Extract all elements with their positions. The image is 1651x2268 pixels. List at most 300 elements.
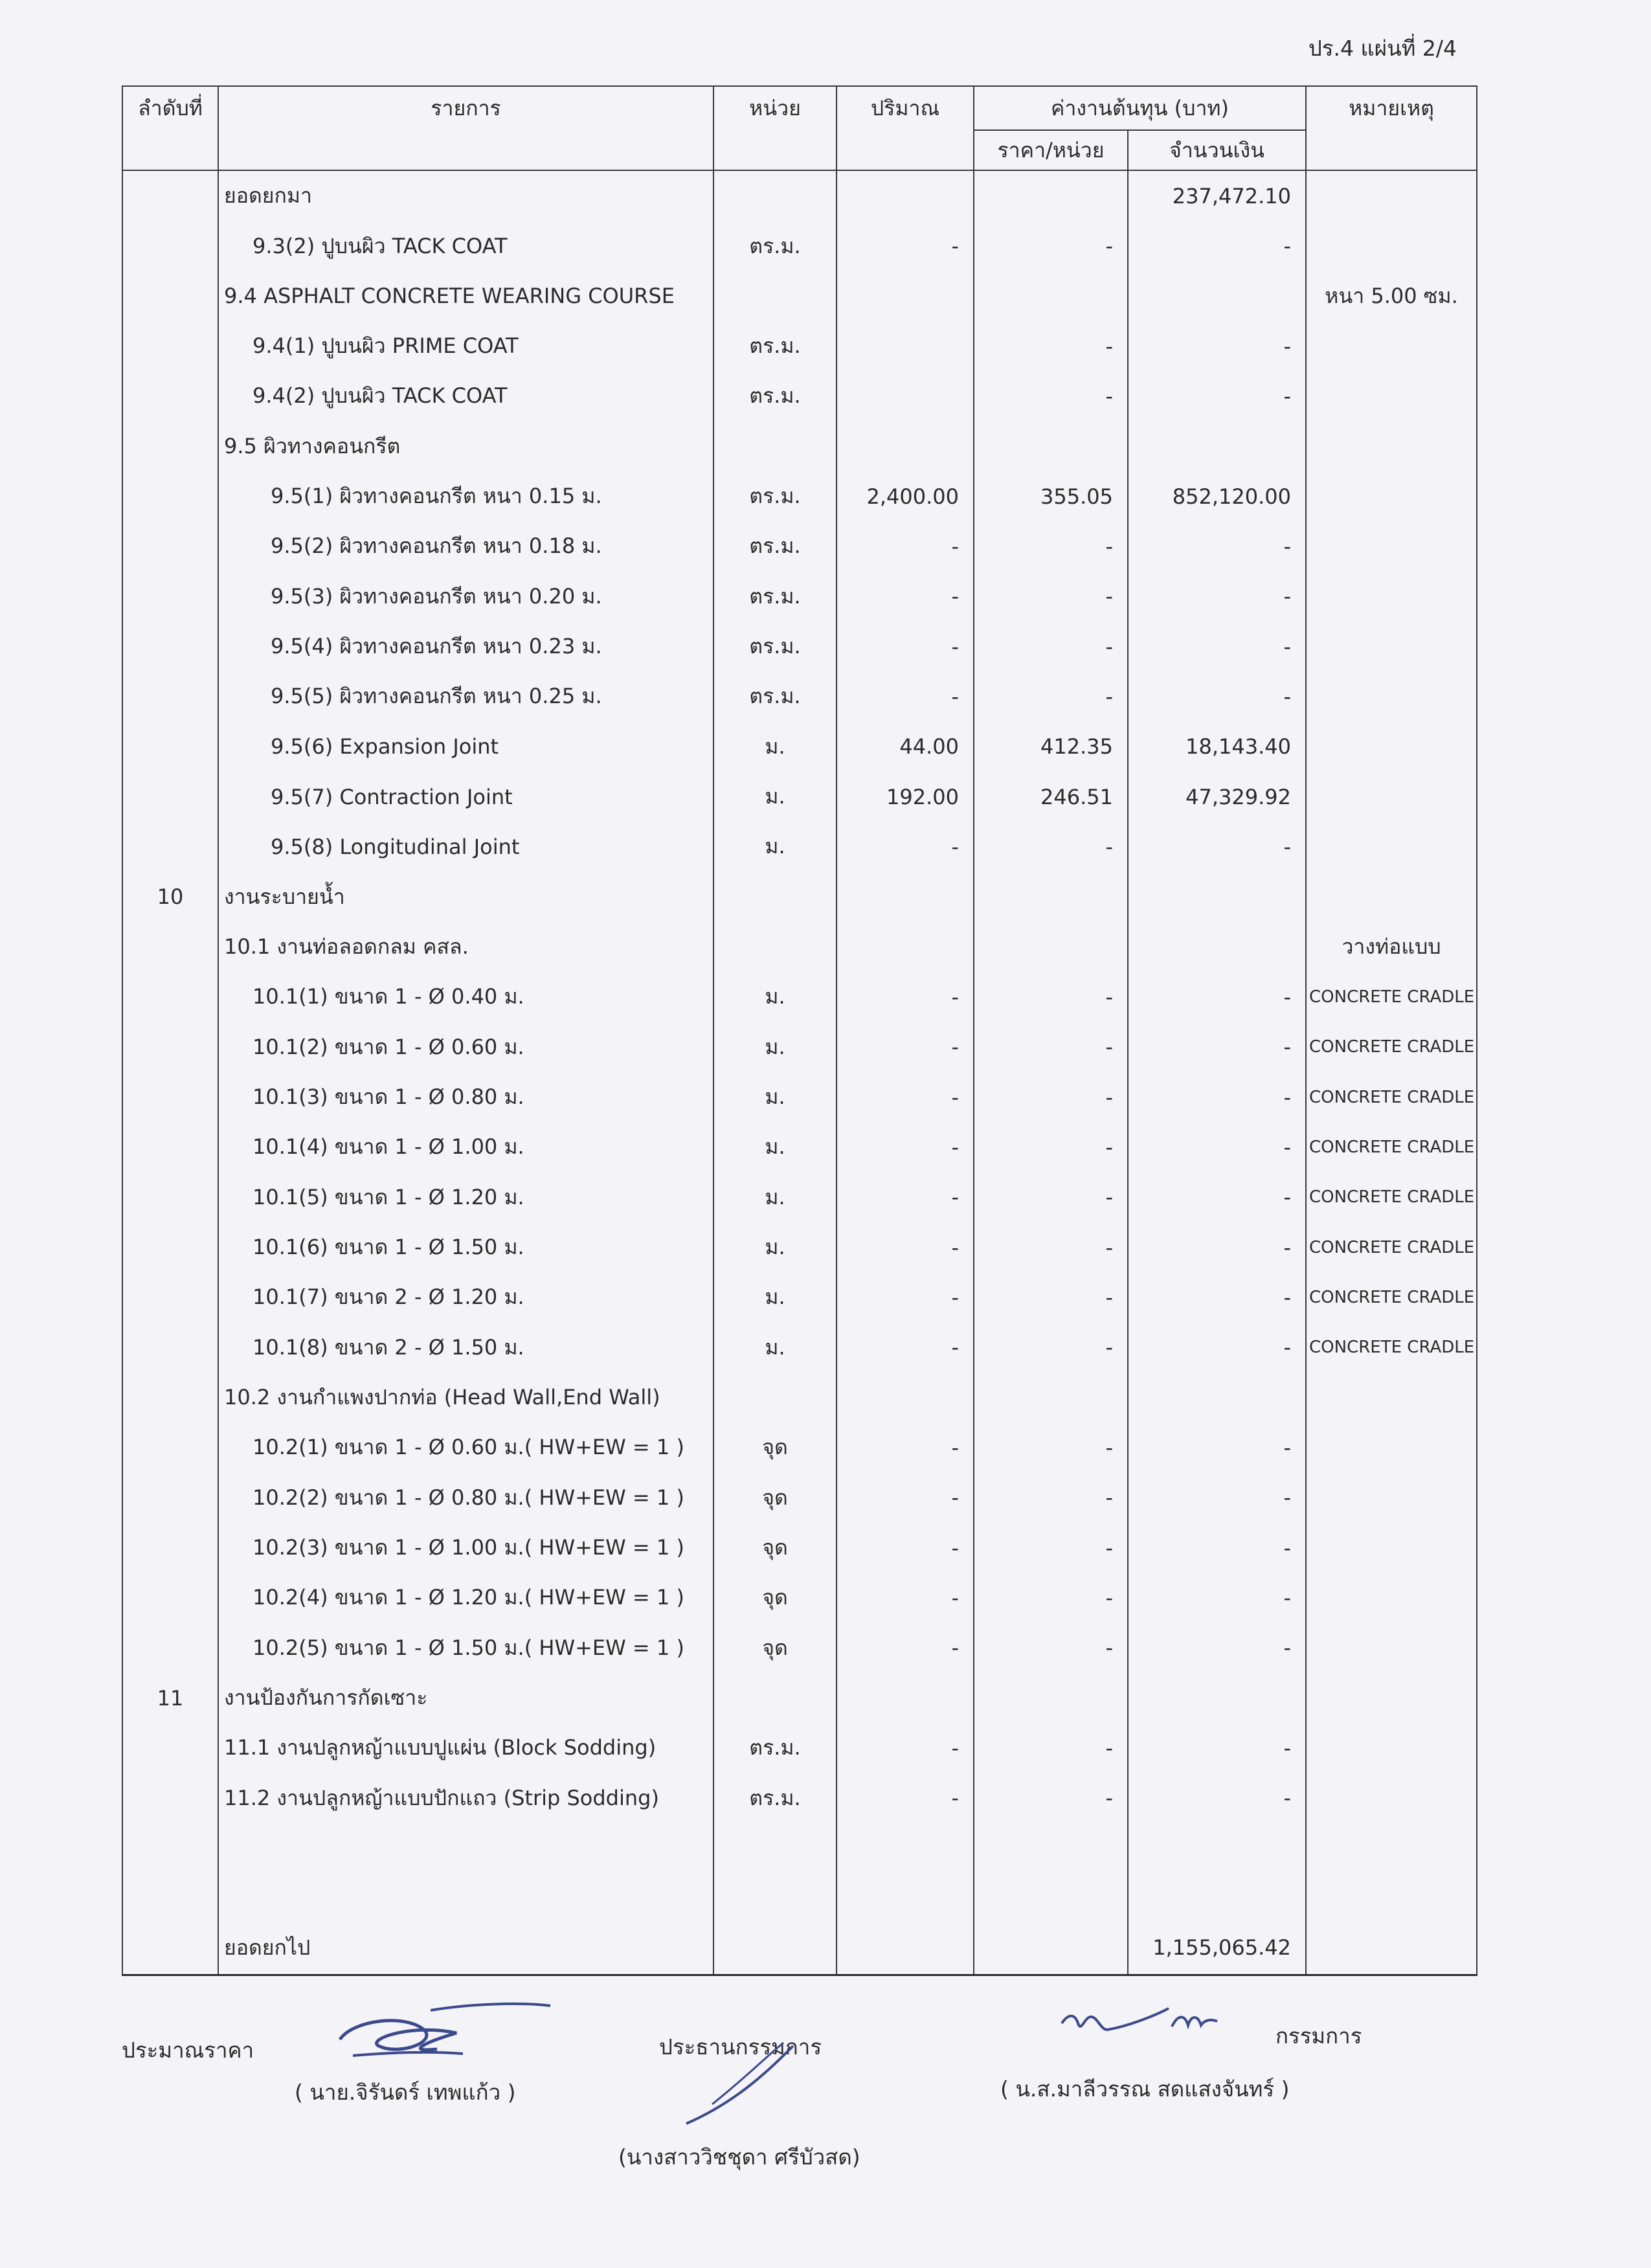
row-remark (1306, 170, 1477, 221)
row-description: 10.1(1) ขนาด 1 - Ø 0.40 ม. (218, 972, 713, 1022)
row-unit-price: - (974, 1222, 1128, 1272)
row-remark (1306, 872, 1477, 922)
row-number (122, 1422, 218, 1472)
row-remark (1306, 1773, 1477, 1823)
table-row (122, 221, 1477, 271)
row-number (122, 622, 218, 671)
row-description: 9.3(2) ปูบนผิว TACK COAT (218, 221, 713, 271)
row-number (122, 1323, 218, 1373)
row-description: 9.5(4) ผิวทางคอนกรีต หนา 0.23 ม. (218, 622, 713, 671)
row-unit: จุด (713, 1573, 837, 1622)
row-description: 9.4(2) ปูบนผิว TACK COAT (218, 371, 713, 421)
row-description: 10.2 งานกำแพงปากท่อ (Head Wall,End Wall) (218, 1373, 713, 1422)
row-description: 9.5(6) Expansion Joint (218, 722, 713, 772)
row-remark: CONCRETE CRADLE (1306, 1072, 1477, 1122)
row-number (122, 1723, 218, 1773)
row-unit (713, 421, 837, 471)
row-quantity (837, 321, 974, 371)
row-remark (1306, 572, 1477, 622)
row-quantity: - (837, 521, 974, 571)
row-amount: - (1128, 622, 1306, 671)
row-description: 10.1(2) ขนาด 1 - Ø 0.60 ม. (218, 1022, 713, 1072)
row-number (122, 1072, 218, 1122)
row-amount: - (1128, 572, 1306, 622)
row-number (122, 1373, 218, 1422)
chair-role: ประธานกรรมการ (659, 2034, 822, 2060)
row-remark: CONCRETE CRADLE (1306, 1122, 1477, 1172)
row-quantity (837, 170, 974, 221)
row-amount: - (1128, 1272, 1306, 1322)
row-unit: ตร.ม. (713, 521, 837, 571)
estimator-signature (327, 1994, 560, 2065)
row-amount: - (1128, 521, 1306, 571)
row-unit-price: - (974, 1723, 1128, 1773)
header-unit: หน่วย (713, 86, 837, 130)
table-row (122, 922, 1477, 972)
row-amount: - (1128, 1773, 1306, 1823)
row-description: 11.2 งานปลูกหญ้าแบบปักแถว (Strip Sodding) (218, 1773, 713, 1823)
row-amount: - (1128, 1022, 1306, 1072)
row-description: 10.1(8) ขนาด 2 - Ø 1.50 ม. (218, 1323, 713, 1373)
table-row (122, 471, 1477, 521)
row-remark (1306, 1523, 1477, 1573)
row-remark: CONCRETE CRADLE (1306, 1272, 1477, 1322)
row-amount: - (1128, 972, 1306, 1022)
row-unit (713, 170, 837, 221)
row-quantity: - (837, 1222, 974, 1272)
row-number (122, 421, 218, 471)
row-unit (713, 1373, 837, 1422)
row-unit-price: - (974, 1022, 1128, 1072)
row-amount: - (1128, 371, 1306, 421)
row-unit: ม. (713, 1072, 837, 1122)
row-amount (1128, 1673, 1306, 1723)
carried-forward-remark (1306, 1922, 1477, 1975)
row-description: 9.4 ASPHALT CONCRETE WEARING COURSE (218, 271, 713, 321)
header-amount: จำนวนเงิน (1128, 130, 1306, 170)
header-quantity-blank (837, 130, 974, 170)
header-unit-blank (713, 130, 837, 170)
row-quantity: - (837, 972, 974, 1022)
row-description: 10.1(6) ขนาด 1 - Ø 1.50 ม. (218, 1222, 713, 1272)
row-quantity: - (837, 1022, 974, 1072)
row-unit: จุด (713, 1473, 837, 1523)
spacer-cell (713, 1823, 837, 1922)
table-row (122, 1272, 1477, 1322)
row-unit-price (974, 872, 1128, 922)
row-amount: - (1128, 1723, 1306, 1773)
sheet-number: ปร.4 แผ่นที่ 2/4 (1308, 36, 1457, 61)
row-amount: - (1128, 221, 1306, 271)
row-description: 10.2(5) ขนาด 1 - Ø 1.50 ม.( HW+EW = 1 ) (218, 1623, 713, 1673)
table-row (122, 572, 1477, 622)
row-amount: - (1128, 1323, 1306, 1373)
row-quantity: - (837, 1173, 974, 1222)
row-quantity: - (837, 1723, 974, 1773)
table-row (122, 1573, 1477, 1622)
row-unit-price: - (974, 1122, 1128, 1172)
carried-forward-qty (837, 1922, 974, 1975)
row-unit-price: - (974, 1422, 1128, 1472)
row-description: งานระบายน้ำ (218, 872, 713, 922)
row-remark (1306, 822, 1477, 871)
table-row (122, 972, 1477, 1022)
row-amount: 18,143.40 (1128, 722, 1306, 772)
row-unit: ม. (713, 772, 837, 822)
row-remark (1306, 622, 1477, 671)
row-remark (1306, 471, 1477, 521)
header-no-blank (122, 130, 218, 170)
row-unit-price: - (974, 572, 1128, 622)
table-body (122, 170, 1477, 1975)
row-remark: หนา 5.00 ซม. (1306, 271, 1477, 321)
row-description: 10.1(5) ขนาด 1 - Ø 1.20 ม. (218, 1173, 713, 1222)
chair-signature (673, 2039, 803, 2130)
row-unit: ม. (713, 722, 837, 772)
row-amount: - (1128, 671, 1306, 721)
spacer-cell (1306, 1823, 1477, 1922)
carried-forward-row (122, 1922, 1477, 1975)
row-amount: - (1128, 1573, 1306, 1622)
row-unit-price (974, 1373, 1128, 1422)
table-row (122, 170, 1477, 221)
row-unit-price: - (974, 371, 1128, 421)
row-unit-price: - (974, 1323, 1128, 1373)
row-amount (1128, 872, 1306, 922)
table-row (122, 1222, 1477, 1272)
row-quantity: - (837, 822, 974, 871)
row-amount (1128, 922, 1306, 972)
row-number: 10 (122, 872, 218, 922)
row-quantity: - (837, 572, 974, 622)
header-no: ลำดับที่ (122, 86, 218, 130)
row-description: 10.2(1) ขนาด 1 - Ø 0.60 ม.( HW+EW = 1 ) (218, 1422, 713, 1472)
row-description: 9.5(1) ผิวทางคอนกรีต หนา 0.15 ม. (218, 471, 713, 521)
row-quantity: - (837, 1773, 974, 1823)
row-remark (1306, 671, 1477, 721)
header-quantity: ปริมาณ (837, 86, 974, 130)
row-number (122, 972, 218, 1022)
table-row (122, 1122, 1477, 1172)
row-amount: - (1128, 321, 1306, 371)
carried-forward-unit (713, 1922, 837, 1975)
table-row (122, 521, 1477, 571)
row-quantity (837, 922, 974, 972)
table-row (122, 1022, 1477, 1072)
table-row (122, 271, 1477, 321)
row-amount: - (1128, 1122, 1306, 1172)
row-description: 9.4(1) ปูบนผิว PRIME COAT (218, 321, 713, 371)
row-number (122, 1623, 218, 1673)
header-remark-blank (1306, 130, 1477, 170)
row-unit-price: 246.51 (974, 772, 1128, 822)
row-unit: ม. (713, 1222, 837, 1272)
row-unit: ม. (713, 1323, 837, 1373)
row-number (122, 1272, 218, 1322)
row-remark: CONCRETE CRADLE (1306, 1323, 1477, 1373)
row-unit-price: 412.35 (974, 722, 1128, 772)
table-row (122, 1473, 1477, 1523)
row-unit-price: - (974, 1623, 1128, 1673)
header-cost-group: ค่างานต้นทุน (บาท) (974, 86, 1306, 130)
row-amount: - (1128, 1422, 1306, 1472)
row-quantity: - (837, 1422, 974, 1472)
row-unit: ม. (713, 822, 837, 871)
row-unit-price (974, 1673, 1128, 1723)
row-description: 9.5 ผิวทางคอนกรีต (218, 421, 713, 471)
row-amount: - (1128, 1623, 1306, 1673)
row-number (122, 922, 218, 972)
row-description: 11.1 งานปลูกหญ้าแบบปูแผ่น (Block Sodding) (218, 1723, 713, 1773)
row-remark (1306, 1373, 1477, 1422)
row-number (122, 1773, 218, 1823)
table-row (122, 1373, 1477, 1422)
row-unit: ม. (713, 1173, 837, 1222)
row-quantity: - (837, 622, 974, 671)
row-remark (1306, 722, 1477, 772)
table-row (122, 622, 1477, 671)
row-quantity: - (837, 1473, 974, 1523)
row-unit-price: - (974, 1072, 1128, 1122)
row-number (122, 221, 218, 271)
row-description: 9.5(3) ผิวทางคอนกรีต หนา 0.20 ม. (218, 572, 713, 622)
row-quantity (837, 872, 974, 922)
row-unit-price (974, 271, 1128, 321)
row-unit: ตร.ม. (713, 1773, 837, 1823)
table-row (122, 1773, 1477, 1823)
row-number (122, 1473, 218, 1523)
row-number (122, 1222, 218, 1272)
row-number (122, 271, 218, 321)
row-number (122, 321, 218, 371)
row-unit: จุด (713, 1523, 837, 1573)
row-unit-price: - (974, 1173, 1128, 1222)
row-quantity: 192.00 (837, 772, 974, 822)
row-remark (1306, 221, 1477, 271)
row-quantity: 2,400.00 (837, 471, 974, 521)
row-quantity: - (837, 671, 974, 721)
row-remark (1306, 1723, 1477, 1773)
row-number (122, 722, 218, 772)
table-row (122, 1723, 1477, 1773)
row-number (122, 371, 218, 421)
row-unit-price: - (974, 1473, 1128, 1523)
table-row-spacer (122, 1823, 1477, 1922)
row-number (122, 170, 218, 221)
row-unit-price: - (974, 521, 1128, 571)
row-unit: ม. (713, 1122, 837, 1172)
row-remark: CONCRETE CRADLE (1306, 1222, 1477, 1272)
header-description: รายการ (218, 86, 713, 130)
row-unit (713, 872, 837, 922)
row-remark (1306, 772, 1477, 822)
row-unit: ม. (713, 972, 837, 1022)
row-remark: CONCRETE CRADLE (1306, 972, 1477, 1022)
row-unit (713, 922, 837, 972)
row-amount: 237,472.10 (1128, 170, 1306, 221)
spacer-cell (837, 1823, 974, 1922)
row-amount: - (1128, 1173, 1306, 1222)
row-unit: จุด (713, 1422, 837, 1472)
row-description: 10.1(3) ขนาด 1 - Ø 0.80 ม. (218, 1072, 713, 1122)
table-row (122, 1323, 1477, 1373)
row-unit-price: - (974, 822, 1128, 871)
row-number (122, 471, 218, 521)
row-description: 10.1 งานท่อลอดกลม คสล. (218, 922, 713, 972)
row-quantity (837, 1673, 974, 1723)
row-remark: CONCRETE CRADLE (1306, 1022, 1477, 1072)
row-amount: 47,329.92 (1128, 772, 1306, 822)
row-amount: - (1128, 1523, 1306, 1573)
row-unit (713, 1673, 837, 1723)
member-name: ( น.ส.มาลีวรรณ สดแสงจันทร์ ) (1000, 2076, 1290, 2102)
table-row (122, 1422, 1477, 1472)
row-unit: ตร.ม. (713, 1723, 837, 1773)
table-row (122, 1673, 1477, 1723)
table-row (122, 421, 1477, 471)
row-remark: CONCRETE CRADLE (1306, 1173, 1477, 1222)
row-quantity: - (837, 1323, 974, 1373)
carried-forward-label: ยอดยกไป (218, 1922, 713, 1975)
row-quantity: - (837, 221, 974, 271)
row-quantity: - (837, 1072, 974, 1122)
row-unit: ตร.ม. (713, 471, 837, 521)
row-unit-price: - (974, 321, 1128, 371)
row-amount: - (1128, 822, 1306, 871)
row-quantity (837, 1373, 974, 1422)
row-unit: ตร.ม. (713, 321, 837, 371)
spacer-cell (1128, 1823, 1306, 1922)
table-row (122, 1623, 1477, 1673)
row-quantity: - (837, 1122, 974, 1172)
row-description: 10.2(2) ขนาด 1 - Ø 0.80 ม.( HW+EW = 1 ) (218, 1473, 713, 1523)
row-remark (1306, 371, 1477, 421)
row-description: 9.5(7) Contraction Joint (218, 772, 713, 822)
row-unit-price: - (974, 1773, 1128, 1823)
row-unit-price: 355.05 (974, 471, 1128, 521)
row-description: 10.2(4) ขนาด 1 - Ø 1.20 ม.( HW+EW = 1 ) (218, 1573, 713, 1622)
row-unit-price: - (974, 622, 1128, 671)
row-unit: ตร.ม. (713, 371, 837, 421)
carried-forward-no (122, 1922, 218, 1975)
row-unit: ตร.ม. (713, 622, 837, 671)
spacer-cell (218, 1823, 713, 1922)
estimator-role: ประมาณราคา (122, 2038, 254, 2063)
row-description: ยอดยกมา (218, 170, 713, 221)
table-row (122, 872, 1477, 922)
member-role: กรรมการ (1275, 2023, 1362, 2049)
row-amount (1128, 271, 1306, 321)
row-unit: จุด (713, 1623, 837, 1673)
row-remark (1306, 1673, 1477, 1723)
row-unit-price (974, 922, 1128, 972)
row-unit-price: - (974, 221, 1128, 271)
row-number (122, 1022, 218, 1072)
row-quantity: - (837, 1573, 974, 1622)
row-unit: ม. (713, 1022, 837, 1072)
row-quantity: - (837, 1623, 974, 1673)
row-description: 10.2(3) ขนาด 1 - Ø 1.00 ม.( HW+EW = 1 ) (218, 1523, 713, 1573)
row-unit-price (974, 421, 1128, 471)
row-unit-price: - (974, 1272, 1128, 1322)
row-remark (1306, 321, 1477, 371)
row-unit: ตร.ม. (713, 572, 837, 622)
row-quantity (837, 371, 974, 421)
row-quantity: - (837, 1272, 974, 1322)
row-unit-price: - (974, 671, 1128, 721)
carried-forward-price (974, 1922, 1128, 1975)
row-unit-price: - (974, 972, 1128, 1022)
row-unit (713, 271, 837, 321)
row-amount: 852,120.00 (1128, 471, 1306, 521)
table-row (122, 772, 1477, 822)
row-description: 9.5(2) ผิวทางคอนกรีต หนา 0.18 ม. (218, 521, 713, 571)
header-unit-price: ราคา/หน่วย (974, 130, 1128, 170)
row-quantity (837, 421, 974, 471)
row-number (122, 822, 218, 871)
spacer-cell (974, 1823, 1128, 1922)
row-unit: ตร.ม. (713, 671, 837, 721)
row-number (122, 1573, 218, 1622)
estimator-name: ( นาย.จิรันดร์ เทพแก้ว ) (295, 2080, 516, 2105)
header-description-blank (218, 130, 713, 170)
row-unit-price (974, 170, 1128, 221)
row-unit-price: - (974, 1523, 1128, 1573)
table-row (122, 671, 1477, 721)
row-unit: ม. (713, 1272, 837, 1322)
row-number (122, 772, 218, 822)
carried-forward-amount: 1,155,065.42 (1128, 1922, 1306, 1975)
row-unit-price: - (974, 1573, 1128, 1622)
cost-estimate-table (122, 85, 1477, 1976)
row-quantity (837, 271, 974, 321)
row-number (122, 521, 218, 571)
row-number (122, 1523, 218, 1573)
table-row (122, 321, 1477, 371)
row-description: 10.1(4) ขนาด 1 - Ø 1.00 ม. (218, 1122, 713, 1172)
row-remark: วางท่อแบบ (1306, 922, 1477, 972)
row-amount (1128, 1373, 1306, 1422)
row-remark (1306, 1573, 1477, 1622)
row-remark (1306, 1623, 1477, 1673)
row-remark (1306, 1422, 1477, 1472)
table-row (122, 1072, 1477, 1122)
row-amount: - (1128, 1072, 1306, 1122)
header-remark: หมายเหตุ (1306, 86, 1477, 130)
row-number: 11 (122, 1673, 218, 1723)
row-number (122, 572, 218, 622)
row-quantity: 44.00 (837, 722, 974, 772)
chair-name: (นางสาววิชชุดา ศรีบัวสด) (618, 2144, 860, 2170)
table-row (122, 1173, 1477, 1222)
table-row (122, 371, 1477, 421)
row-number (122, 1122, 218, 1172)
row-number (122, 1173, 218, 1222)
row-quantity: - (837, 1523, 974, 1573)
table-row (122, 722, 1477, 772)
table-row (122, 1523, 1477, 1573)
row-remark (1306, 1473, 1477, 1523)
member-signature (1055, 2001, 1224, 2046)
row-amount: - (1128, 1222, 1306, 1272)
row-remark (1306, 421, 1477, 471)
row-amount (1128, 421, 1306, 471)
row-number (122, 671, 218, 721)
row-description: งานป้องกันการกัดเซาะ (218, 1673, 713, 1723)
table-row (122, 822, 1477, 871)
row-description: 10.1(7) ขนาด 2 - Ø 1.20 ม. (218, 1272, 713, 1322)
row-unit: ตร.ม. (713, 221, 837, 271)
